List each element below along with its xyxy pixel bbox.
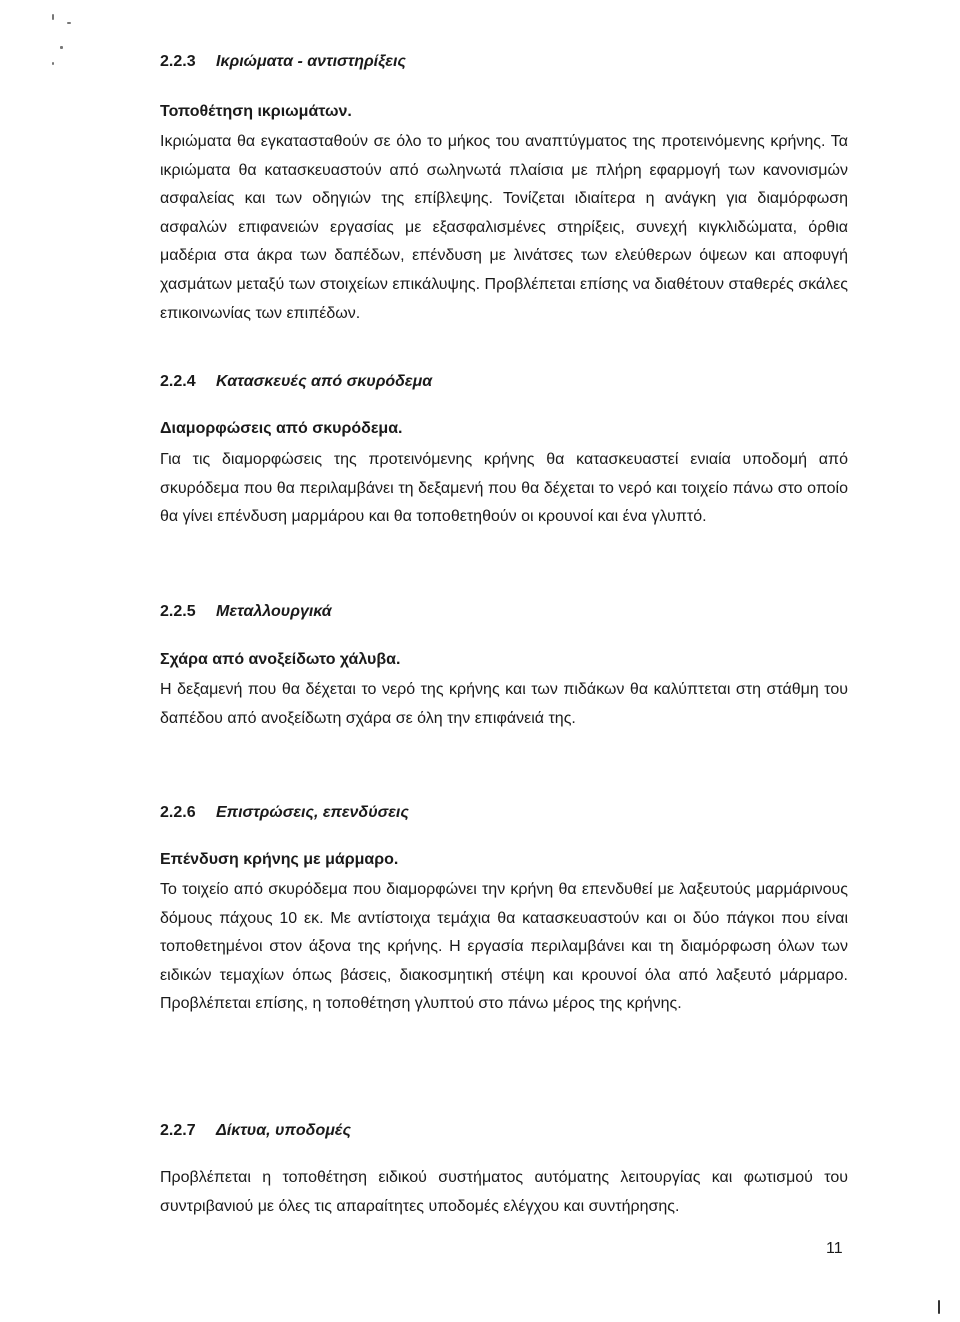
- section-title: Δίκτυα, υποδομές: [216, 1122, 352, 1139]
- section-title: Ικριώματα - αντιστηρίξεις: [216, 53, 406, 70]
- section-number: 2.2.4: [160, 373, 196, 390]
- section-number: 2.2.7: [160, 1122, 196, 1139]
- scan-speck: [60, 46, 63, 49]
- subheading: Επένδυση κρήνης με μάρμαρο.: [160, 851, 399, 868]
- section-title: Κατασκευές από σκυρόδεμα: [216, 373, 433, 390]
- scan-speck: [67, 22, 71, 24]
- section-number: 2.2.6: [160, 804, 196, 821]
- section-heading: [160, 1122, 351, 1140]
- section-title: Επιστρώσεις, επενδύσεις: [216, 804, 409, 821]
- section-number: 2.2.5: [160, 603, 196, 620]
- scan-speck: [52, 14, 54, 20]
- paragraph: Το τοιχείο από σκυρόδεμα που διαμορφώνει την κρήνη θα επενδυθεί με λαξευτούς μαρμάρινους δόμους πάχους 10 εκ. Με αντίστοιχα τεμάχια θα κατασκευαστούν και οι δύο πάγκοι που είναι τοποθετημένοι στον άξονα της κρήνης. Η εργασία περιλαμβάνει και τη διαμόρφωση όλων των ειδικών τεμαχίων όπως βάσεις, διακοσμητική στέψη και κρουνοί όλα από λαξευτό μάρμαρο. Προβλέπεται επίσης, η τοποθέτηση γλυπτού στο πάνω μέρος της κρήνης.: [160, 881, 848, 1013]
- section-title: Μεταλλουργικά: [216, 603, 332, 620]
- section-number: 2.2.3: [160, 53, 196, 70]
- scan-speck: [52, 62, 54, 65]
- paragraph: Ικριώματα θα εγκατασταθούν σε όλο το μήκος του αναπτύγματος της προτεινόμενης κρήνης. Τα ικριώματα θα κατασκευαστούν από σωληνωτά πλαίσια με πλήρη εφαρμογή των κανονισμών ασφαλείας και των οδηγιών της επίβλεψης. Τονίζεται ιδιαίτερα η ανάγκη για διαμόρφωση ασφαλών επιφανειών εργασίας με εξασφαλισμένες στηρίξεις, συνεχή κιγκλιδώματα, όρθια μαδέρια στα άκρα των δαπέδων, επένδυση με λινάτσες των ελεύθερων όψεων και αποφυγή χασμάτων μεταξύ των στοιχείων επικάλυψης. Προβλέπεται επίσης να διαθέτουν σταθερές σκάλες επικοινωνίας των επιπέδων.: [160, 133, 848, 322]
- paragraph: Για τις διαμορφώσεις της προτεινόμενης κρήνης θα κατασκευαστεί ενιαία υποδομή από σκυρόδεμα που θα περιλαμβάνει τη δεξαμενή που θα δέχεται το νερό και τοιχείο πάνω στο οποίο θα γίνει επένδυση μαρμάρου και θα τοποθετηθούν οι κρουνοί και ένα γλυπτό.: [160, 451, 848, 526]
- paragraph: Η δεξαμενή που θα δέχεται το νερό της κρήνης και των πιδάκων θα καλύπτεται στη στάθμη του δαπέδου από ανοξείδωτη σχάρα σε όλη την επιφάνειά της.: [160, 681, 848, 727]
- section-heading: [160, 373, 432, 391]
- scan-speck: [938, 1300, 940, 1314]
- subheading: Σχάρα από ανοξείδωτο χάλυβα.: [160, 651, 401, 668]
- page-number: 11: [826, 1240, 843, 1257]
- section-heading: [160, 804, 409, 822]
- section-heading: [160, 53, 406, 71]
- subheading: Τοποθέτηση ικριωμάτων.: [160, 103, 352, 120]
- subheading: Διαμορφώσεις από σκυρόδεμα.: [160, 420, 403, 437]
- section-heading: [160, 603, 332, 621]
- paragraph: Προβλέπεται η τοποθέτηση ειδικού συστήματος αυτόματης λειτουργίας και φωτισμού του συντριβανιού με όλες τις απαραίτητες υποδομές ελέγχου και συντήρησης.: [160, 1169, 848, 1215]
